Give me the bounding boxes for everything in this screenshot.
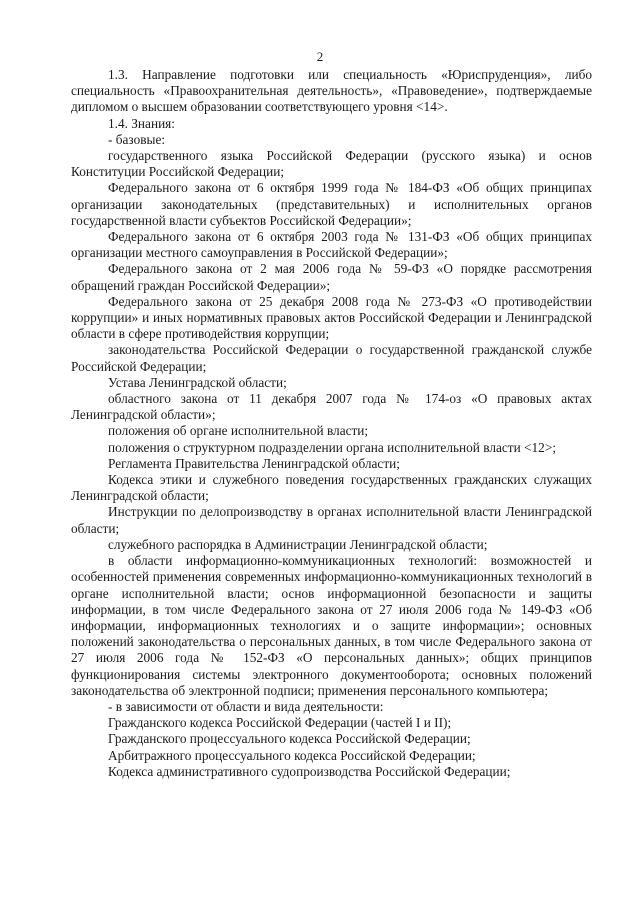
paragraph-law-184: Федерального закона от 6 октября 1999 года № 184-ФЗ «Об общих принципах организации законодательных (представительных) и исполнительных органов государственной власти субъектов Российской Федерации»; bbox=[71, 180, 592, 228]
paragraph-government-rules: Регламента Правительства Ленинградской области; bbox=[108, 455, 400, 471]
paragraph-law-131: Федерального закона от 6 октября 2003 года № 131-ФЗ «Об общих принципах организации местного самоуправления в Российской Федерации»; bbox=[71, 229, 592, 261]
paragraph-basic: - базовые: bbox=[108, 131, 166, 147]
page-number: 2 bbox=[316, 49, 324, 64]
paragraph-arbitration-code: Арбитражного процессуального кодекса Российской Федерации; bbox=[108, 747, 476, 763]
paragraph-authority-regulation: положения об органе исполнительной власти; bbox=[108, 423, 369, 439]
paragraph-civil-code: Гражданского кодекса Российской Федерации (частей I и II); bbox=[108, 715, 452, 731]
paragraph-charter: Устава Ленинградской области; bbox=[108, 374, 287, 390]
paragraph-ict: в области информационно-коммуникационных технологий: возможностей и особенностей применения современных информационно-коммуникационных технологий в органе исполнительной власти; основ информационной безопасности и защиты информации, в том числе Федерального закона от 27 июля 2006 года № 149-ФЗ «Об информации, информационных технологиях и о защите информации»; основных положений законодательства о персональных данных, в том числе Федерального закона от 27 июля 2006 года № 152-ФЗ «О персональных данных»; общих принципов функционирования системы электронного документооборота; основных положений законодательства об электронной подписи; применения персонального компьютера; bbox=[71, 553, 592, 698]
paragraph-by-area: - в зависимости от области и вида деятельности: bbox=[108, 698, 384, 714]
paragraph-1-4-knowledge: 1.4. Знания: bbox=[108, 115, 175, 131]
paragraph-civil-service-law: законодательства Российской Федерации о государственной гражданской службе Российской Федерации; bbox=[71, 342, 592, 374]
paragraph-unit-regulation: положения о структурном подразделении органа исполнительной власти <12>; bbox=[108, 439, 557, 455]
paragraph-state-language: государственного языка Российской Федерации (русского языка) и основ Конституции Российской Федерации; bbox=[71, 148, 592, 180]
paragraph-ethics-code: Кодекса этики и служебного поведения государственных гражданских служащих Ленинградской области; bbox=[71, 472, 592, 504]
document-body bbox=[71, 67, 592, 780]
paragraph-1-3-specialty: 1.3. Направление подготовки или специальность «Юриспруденция», либо специальность «Правоохранительная деятельность», «Правоведение», подтверждаемые дипломом о высшем образовании соответствующего уровня <14>. bbox=[71, 67, 592, 115]
paragraph-admin-court-code: Кодекса административного судопроизводства Российской Федерации; bbox=[108, 763, 511, 779]
paragraph-law-59: Федерального закона от 2 мая 2006 года № 59-ФЗ «О порядке рассмотрения обращений граждан Российской Федерации»; bbox=[71, 261, 592, 293]
paragraph-law-174: областного закона от 11 декабря 2007 года № 174-оз «О правовых актах Ленинградской области»; bbox=[71, 391, 592, 423]
paragraph-civil-procedure-code: Гражданского процессуального кодекса Российской Федерации; bbox=[108, 731, 471, 747]
paragraph-work-schedule: служебного распорядка в Администрации Ленинградской области; bbox=[108, 536, 488, 552]
paragraph-records-instruction: Инструкции по делопроизводству в органах исполнительной власти Ленинградской области; bbox=[71, 504, 592, 536]
paragraph-law-273: Федерального закона от 25 декабря 2008 года № 273-ФЗ «О противодействии коррупции» и иных нормативных правовых актов Российской Федерации и Ленинградской области в сфере противодействия коррупции; bbox=[71, 293, 592, 342]
